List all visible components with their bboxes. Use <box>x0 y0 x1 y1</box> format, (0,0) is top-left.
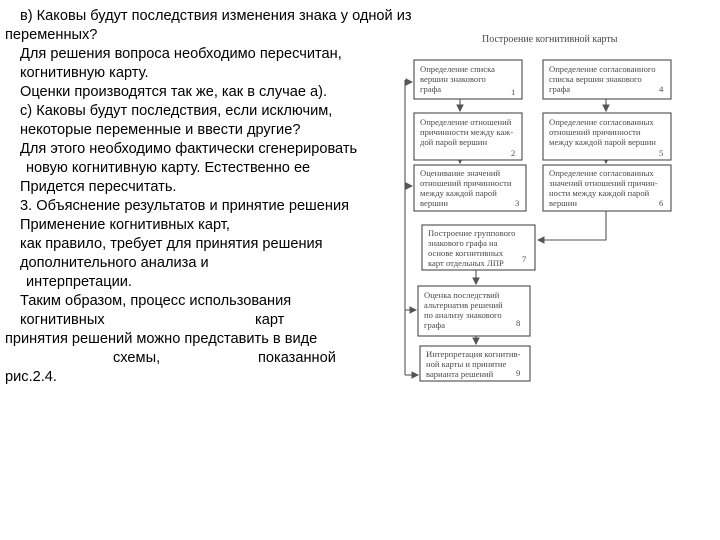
svg-text:Построение группового: Построение группового <box>428 228 516 238</box>
text-line-11: 3. Объяснение результатов и принятие решения <box>20 198 349 214</box>
text-line-10: Придется пересчитать. <box>20 179 177 195</box>
box-number: 7 <box>522 254 527 264</box>
flow-box-5 <box>543 113 671 160</box>
box-number: 1 <box>511 87 516 97</box>
svg-text:значений отношений причин-: значений отношений причин- <box>549 178 658 188</box>
flow-box-8 <box>418 286 530 336</box>
svg-text:между каждой парой: между каждой парой <box>420 188 497 198</box>
svg-text:Интерпретация когнитив-: Интерпретация когнитив- <box>426 349 521 359</box>
svg-text:основе когнитивных: основе когнитивных <box>428 248 504 258</box>
svg-text:ной карты и принятие: ной карты и принятие <box>426 359 507 369</box>
svg-text:вершин знакового: вершин знакового <box>420 74 486 84</box>
svg-text:альтернатив решений: альтернатив решений <box>424 300 503 310</box>
box-number: 4 <box>659 84 664 94</box>
svg-text:Определение согласованного: Определение согласованного <box>549 64 656 74</box>
flow-box-7 <box>422 225 535 270</box>
flow-box-3 <box>414 165 526 211</box>
text-line-14: дополнительного анализа и <box>20 255 209 271</box>
svg-text:знакового графа на: знакового графа на <box>428 238 498 248</box>
svg-text:вершин: вершин <box>420 198 448 208</box>
diagram-title: Построение когнитивной карты <box>482 34 618 45</box>
text-line-5: Оценки производятся так же, как в случае а). <box>20 84 328 100</box>
flow-box-2 <box>414 113 522 160</box>
box-number: 5 <box>659 148 664 158</box>
svg-text:графа: графа <box>424 320 446 330</box>
svg-text:графа: графа <box>420 84 442 94</box>
text-line-17b: карт <box>255 312 285 328</box>
svg-text:Определение согласованных: Определение согласованных <box>549 168 654 178</box>
text-line-15: интерпретации. <box>26 274 132 290</box>
arrow-6-7 <box>538 211 606 240</box>
svg-text:Оценка последствий: Оценка последствий <box>424 290 500 300</box>
text-line-18: принятия решений можно представить в виде <box>5 331 318 347</box>
text-line-2: переменных? <box>5 27 98 43</box>
svg-text:ности между каждой парой: ности между каждой парой <box>549 188 650 198</box>
svg-text:отношений причинности: отношений причинности <box>549 127 641 137</box>
flow-box-4 <box>543 60 671 99</box>
svg-text:Оценивание значений: Оценивание значений <box>420 168 501 178</box>
svg-text:дой парой вершин: дой парой вершин <box>420 137 488 147</box>
text-line-13: как правило, требует для принятия решения <box>20 236 323 252</box>
text-line-16: Таким образом, процесс использования <box>20 293 292 309</box>
svg-text:Определение отношений: Определение отношений <box>420 117 512 127</box>
box-number: 9 <box>516 368 521 378</box>
svg-text:вершин: вершин <box>549 198 577 208</box>
text-line-6: с) Каковы будут последствия, если исключим, <box>20 103 333 119</box>
text-line-8: Для этого необходимо фактически сгенерировать <box>20 141 358 157</box>
text-line-4: когнитивную карту. <box>20 65 149 81</box>
svg-text:Определение списка: Определение списка <box>420 64 495 74</box>
text-line-7: некоторые переменные и ввести другие? <box>20 122 301 138</box>
text-line-9: новую когнитивную карту. Естественно ее <box>26 160 311 176</box>
svg-text:графа: графа <box>549 84 571 94</box>
box-number: 8 <box>516 318 521 328</box>
box-number: 6 <box>659 198 664 208</box>
box-number: 3 <box>515 198 520 208</box>
text-line-12: Применение когнитивных карт, <box>20 217 230 233</box>
svg-text:причинности между каж-: причинности между каж- <box>420 127 514 137</box>
text-line-20: рис.2.4. <box>5 369 57 385</box>
text-line-19a: схемы, <box>113 350 161 366</box>
svg-text:списка вершин знакового: списка вершин знакового <box>549 74 642 84</box>
flow-box-1 <box>414 60 522 99</box>
svg-text:варианта решений: варианта решений <box>426 369 494 379</box>
svg-text:Определение согласованных: Определение согласованных <box>549 117 654 127</box>
flow-box-6 <box>543 165 671 211</box>
box-number: 2 <box>511 148 516 158</box>
text-line-3: Для решения вопроса необходимо пересчитан, <box>20 46 342 62</box>
flow-box-9 <box>420 346 530 381</box>
svg-text:между каждой парой вершин: между каждой парой вершин <box>549 137 656 147</box>
text-line-19b: показанной <box>258 350 336 366</box>
svg-text:отношений причинности: отношений причинности <box>420 178 512 188</box>
text-line-17a: когнитивных <box>20 312 105 328</box>
svg-text:по анализу знакового: по анализу знакового <box>424 310 502 320</box>
text-line-1: в) Каковы будут последствия изменения знака у одной из <box>20 8 412 24</box>
svg-text:карт отдельных ЛПР: карт отдельных ЛПР <box>428 258 504 268</box>
